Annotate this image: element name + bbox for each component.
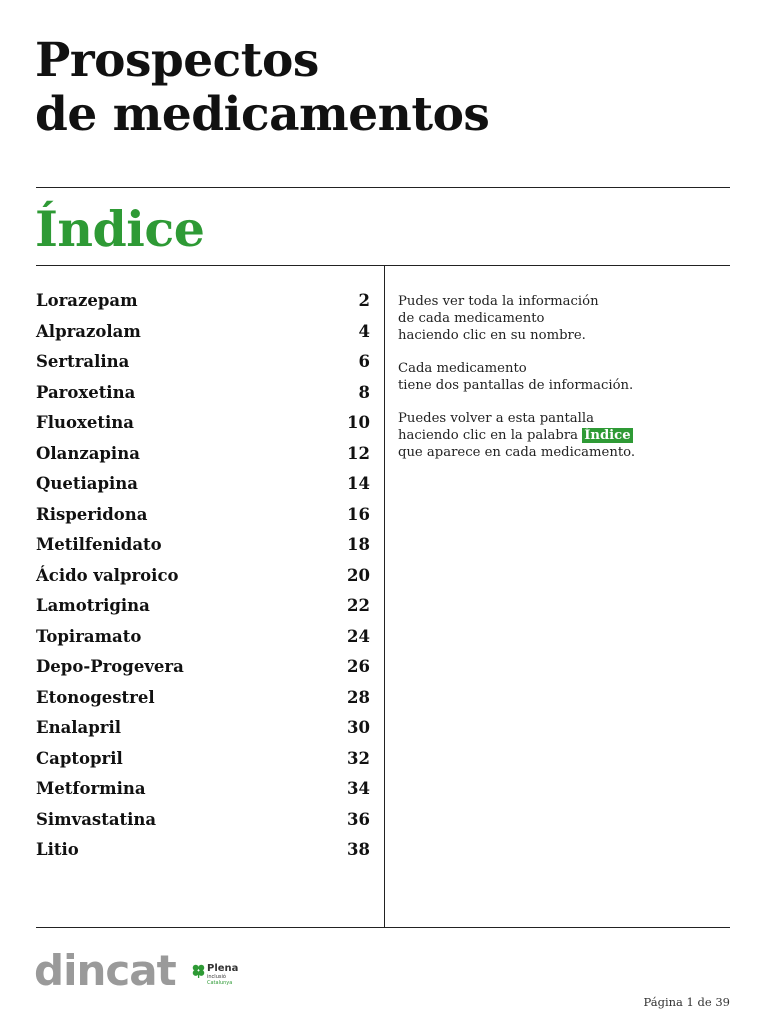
toc-item-name[interactable]: Etonogestrel <box>36 687 155 707</box>
toc-item-name[interactable]: Simvastatina <box>36 809 157 829</box>
toc-item-name[interactable]: Paroxetina <box>36 382 136 402</box>
toc-item[interactable] <box>36 378 370 409</box>
document-title-line-2: de medicamentos <box>35 87 490 142</box>
toc-item-name[interactable]: Litio <box>36 840 79 859</box>
toc-item[interactable] <box>36 774 370 805</box>
instruction-line: haciendo clic en su nombre. <box>398 328 586 343</box>
page-label: Página <box>643 995 683 1009</box>
toc-item-page: 24 <box>347 626 370 646</box>
toc-item-page: 32 <box>347 748 370 768</box>
toc-item-name[interactable]: Sertralina <box>36 352 130 371</box>
instruction-line: de cada medicamento <box>398 311 545 326</box>
toc-item-page: 22 <box>347 596 370 615</box>
instruction-line: que aparece en cada medicamento. <box>398 445 636 460</box>
instructions-paragraph-2 <box>398 360 718 394</box>
toc-item-page: 14 <box>347 474 370 493</box>
instruction-text: haciendo clic en la palabra <box>398 428 578 443</box>
toc-item-page: 18 <box>347 535 370 554</box>
toc-item[interactable] <box>36 835 370 866</box>
document-title <box>35 34 489 142</box>
toc-item-name[interactable]: Topiramato <box>36 626 142 646</box>
divider-top <box>36 187 730 188</box>
toc-item-name[interactable]: Captopril <box>36 748 123 768</box>
instruction-line: Pudes ver toda la información <box>398 294 599 309</box>
toc-item-page: 6 <box>358 352 370 371</box>
plena-logo-region: Catalunya <box>207 980 233 986</box>
toc-item-name[interactable]: Metilfenidato <box>36 535 162 554</box>
toc-item-name[interactable]: Enalapril <box>36 718 121 737</box>
toc-item[interactable] <box>36 683 370 714</box>
toc-item-page: 34 <box>347 779 370 798</box>
divider-under-heading <box>36 265 730 266</box>
divider-bottom <box>36 927 730 928</box>
toc-item-page: 4 <box>358 321 370 341</box>
toc-item-page: 10 <box>347 413 370 432</box>
toc-item[interactable] <box>36 286 370 317</box>
page-number <box>644 995 731 1009</box>
toc-item[interactable] <box>36 469 370 500</box>
toc-item[interactable] <box>36 652 370 683</box>
toc-item-name[interactable]: Ácido valproico <box>36 565 179 585</box>
toc-item-name[interactable]: Alprazolam <box>36 321 141 341</box>
instructions-paragraph-1 <box>398 293 718 344</box>
toc-item-name[interactable]: Depo-Progevera <box>36 657 184 676</box>
toc-item-page: 28 <box>347 687 370 707</box>
index-heading: Índice <box>35 200 205 258</box>
instruction-line <box>398 427 718 444</box>
toc-item-name[interactable]: Lorazepam <box>36 291 138 310</box>
table-of-contents <box>36 286 370 866</box>
toc-item-page: 2 <box>358 291 370 310</box>
toc-item-page: 12 <box>347 443 370 463</box>
column-divider <box>384 265 385 927</box>
toc-item-page: 16 <box>347 504 370 524</box>
toc-item-name[interactable]: Risperidona <box>36 504 148 524</box>
page-total: 39 <box>715 995 730 1009</box>
clover-icon <box>192 964 205 978</box>
toc-item-page: 8 <box>358 382 370 402</box>
plena-logo-subtitle: inclusió <box>207 974 226 980</box>
toc-item-page: 36 <box>347 809 370 829</box>
instruction-line: Puedes volver a esta pantalla <box>398 411 594 426</box>
toc-item[interactable] <box>36 591 370 622</box>
toc-item[interactable] <box>36 744 370 775</box>
dincat-logo: dincat <box>34 946 176 995</box>
toc-item[interactable] <box>36 500 370 531</box>
index-badge: Índice <box>584 428 631 443</box>
toc-item-page: 26 <box>347 657 370 676</box>
plena-logo-name: Plena <box>207 963 239 974</box>
toc-item-name[interactable]: Lamotrigina <box>36 596 150 615</box>
toc-item[interactable] <box>36 347 370 378</box>
document-title-line-1: Prospectos <box>35 33 319 88</box>
toc-item[interactable] <box>36 317 370 348</box>
plena-inclusio-logo <box>192 964 238 986</box>
toc-item-page: 30 <box>347 718 370 737</box>
toc-item-page: 38 <box>347 840 370 859</box>
toc-item-name[interactable]: Fluoxetina <box>36 413 134 432</box>
instructions-paragraph-3 <box>398 410 718 461</box>
page-current: 1 <box>686 995 694 1009</box>
toc-item[interactable] <box>36 622 370 653</box>
toc-item[interactable] <box>36 530 370 561</box>
toc-item[interactable] <box>36 805 370 836</box>
instruction-line: tiene dos pantallas de información. <box>398 378 634 393</box>
instructions-panel <box>398 293 718 477</box>
toc-item-page: 20 <box>347 565 370 585</box>
page-of: de <box>697 995 712 1009</box>
toc-item[interactable] <box>36 561 370 592</box>
toc-item[interactable] <box>36 408 370 439</box>
toc-item[interactable] <box>36 439 370 470</box>
toc-item-name[interactable]: Olanzapina <box>36 443 140 463</box>
toc-item-name[interactable]: Quetiapina <box>36 474 138 493</box>
toc-item-name[interactable]: Metformina <box>36 779 146 798</box>
plena-logo-text <box>207 964 238 986</box>
instruction-line: Cada medicamento <box>398 361 527 376</box>
toc-item[interactable] <box>36 713 370 744</box>
